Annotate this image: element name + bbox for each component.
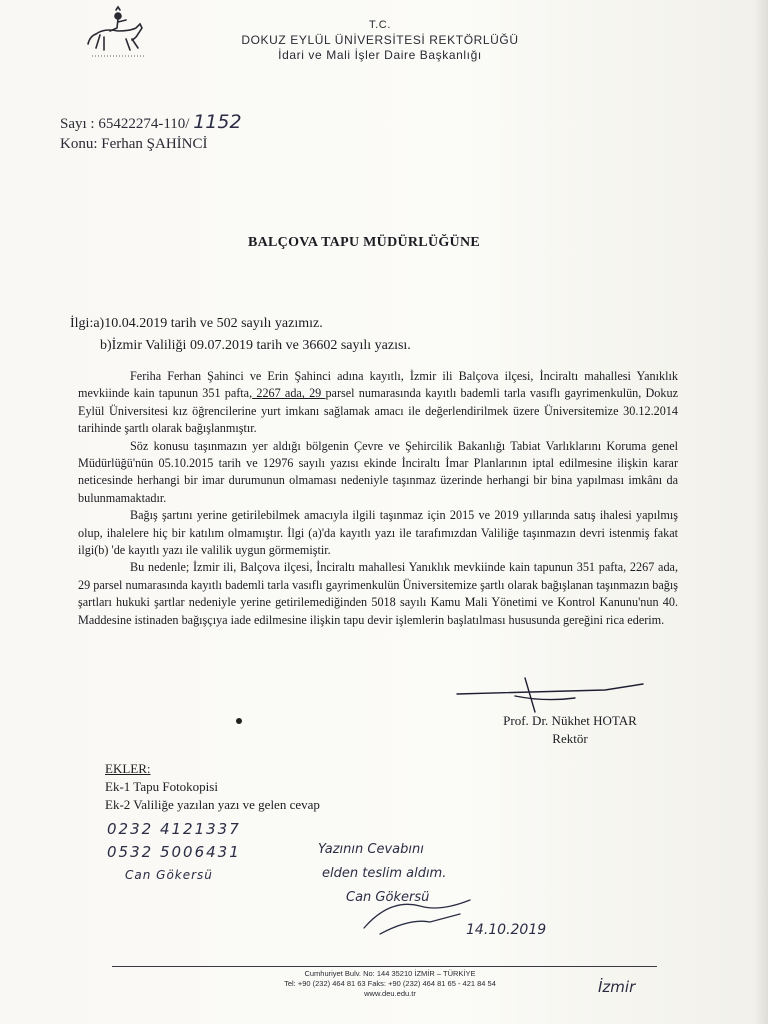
page-edge-shadow xyxy=(754,0,768,1024)
footer xyxy=(220,969,560,999)
konu-value: Ferhan ŞAHİNCİ xyxy=(101,136,208,152)
attachments-title: EKLER: xyxy=(105,761,151,776)
konu-label: Konu: xyxy=(60,136,98,152)
handwritten-note-line-1: Yazının Cevabını xyxy=(318,842,424,857)
letterhead-department: İdari ve Mali İşler Daire Başkanlığı xyxy=(278,48,482,62)
footer-address: Cumhuriyet Bulv. No: 144 35210 İZMİR – TÜRKİYE xyxy=(304,969,476,978)
sayi-value: : 65422274-110/ xyxy=(90,116,190,132)
university-logo-icon xyxy=(82,4,154,64)
handwritten-note-line-3: Can Gökersü xyxy=(346,890,430,905)
handwritten-date: 14.10.2019 xyxy=(466,922,547,938)
paragraph-4: Bu nedenle; İzmir ili, Balçova ilçesi, İnciraltı mahallesi Yanıklık mevkiinde kain tapunun 351 pafta, 2267 ada, 29 parsel numarasında kayıtlı bademli tarla vasıflı gayrimenkulün Üniversitemize şartlı olarak bağışlanan taşınmazın bağış şartları hukuki şartlar nedeniyle yerine getirilemediğinden 5018 sayılı Kamu Mali Yönetimi ve Kontrol Kanunu'nun 40. Maddesine istinaden bağışçıya iade edilmesine ilişkin tapu devir işlemlerin başlatılması hususunda gereğini rica ederim. xyxy=(78,560,678,627)
signature-scribble xyxy=(455,676,645,716)
handwritten-signature-scribble xyxy=(360,878,480,938)
addressee: BALÇOVA TAPU MÜDÜRLÜĞÜNE xyxy=(248,235,480,250)
footer-phones: Tel: +90 (232) 464 81 63 Faks: +90 (232) 464 81 65 - 421 84 54 xyxy=(284,979,496,988)
paragraph-1 xyxy=(78,368,678,438)
handwritten-note-line-2: elden teslim aldım. xyxy=(322,866,447,881)
letterhead-university: DOKUZ EYLÜL ÜNİVERSİTESİ REKTÖRLÜĞÜ xyxy=(241,33,519,47)
handwritten-phone-2: 0532 5006431 xyxy=(107,843,241,861)
sayi-handwritten-number: 1152 xyxy=(193,111,242,133)
ilgi-b: b)İzmir Valiliği 09.07.2019 tarih ve 36602 sayılı yazısı. xyxy=(100,338,411,353)
letterhead xyxy=(225,18,535,63)
handwritten-name-left: Can Gökersü xyxy=(125,868,213,882)
izmir-logo: İzmir xyxy=(598,978,636,996)
attachments-block xyxy=(105,760,320,814)
footer-website: www.deu.edu.tr xyxy=(364,989,416,998)
ink-dot xyxy=(236,718,242,724)
signature-block xyxy=(480,712,660,748)
handwritten-phones xyxy=(107,818,241,887)
signatory-title: Rektör xyxy=(552,731,588,746)
attachment-item: Ek-2 Valiliğe yazılan yazı ve gelen cevap xyxy=(105,797,320,812)
paragraph-1-underlined: 2267 ada, 29 xyxy=(252,386,326,401)
paragraph-1-start: Feriha Ferhan Şahinci ve Erin Şahinci adına kayıtlı, İzmir ili Balçova ilçesi, İnciraltı mahallesi Yanıklık mevkiinde kain tapunun 351 pafta, xyxy=(78,369,678,401)
ilgi-a: İlgi:a)10.04.2019 tarih ve 502 sayılı yazımız. xyxy=(70,316,323,331)
paragraph-3: Bağış şartını yerine getirilebilmek amacıyla ilgili taşınmaz için 2015 ve 2019 yıllarında satış ihalesi yapılmış olup, ihalelere hiç bir katılım olmamıştır. İlgi (a)'da kayıtlı yazı ile tarafımızdan Valiliğe taşınmazın devri istenmiş fakat ilgi(b) 'de kayıtlı yazı ile valilik uygun görmemiştir. xyxy=(78,508,678,558)
attachment-item: Ek-1 Tapu Fotokopisi xyxy=(105,779,218,794)
handwritten-phone-1: 0232 4121337 xyxy=(107,820,241,838)
ilgi-block xyxy=(70,313,411,357)
sayi-label: Sayı xyxy=(60,116,87,132)
letterhead-tc: T.C. xyxy=(369,19,391,31)
letter-body xyxy=(78,368,678,629)
reference-block xyxy=(60,112,242,154)
paragraph-2: Söz konusu taşınmazın yer aldığı bölgenin Çevre ve Şehircilik Bakanlığı Tabiat Varlıklarını Koruma genel Müdürlüğü'nün 05.10.2015 tarih ve 12976 sayılı yazısı ekinde İnciraltı İmar Planlarının iptal edilmesine ilişkin karar neticesinde herhangi bir imar durumunun olmaması nedeniyle taşınmaz üzerinde herhangi bir bina yapılması imkânı da bulunmamaktadır. xyxy=(78,438,678,505)
paragraph-1-end: parsel numarasında kayıtlı bademli tarla vasıflı gayrimenkulün, Dokuz Eylül Üniversitesi kız öğrencilerine yurt imkanı sağlamak amacı ile değerlendirilmek üzere Üniversitemize 30.12.2014 tarihinde şartlı olarak bağışlanmıştır. xyxy=(78,386,678,436)
signatory-name: Prof. Dr. Nükhet HOTAR xyxy=(503,713,637,728)
footer-divider xyxy=(112,966,657,967)
